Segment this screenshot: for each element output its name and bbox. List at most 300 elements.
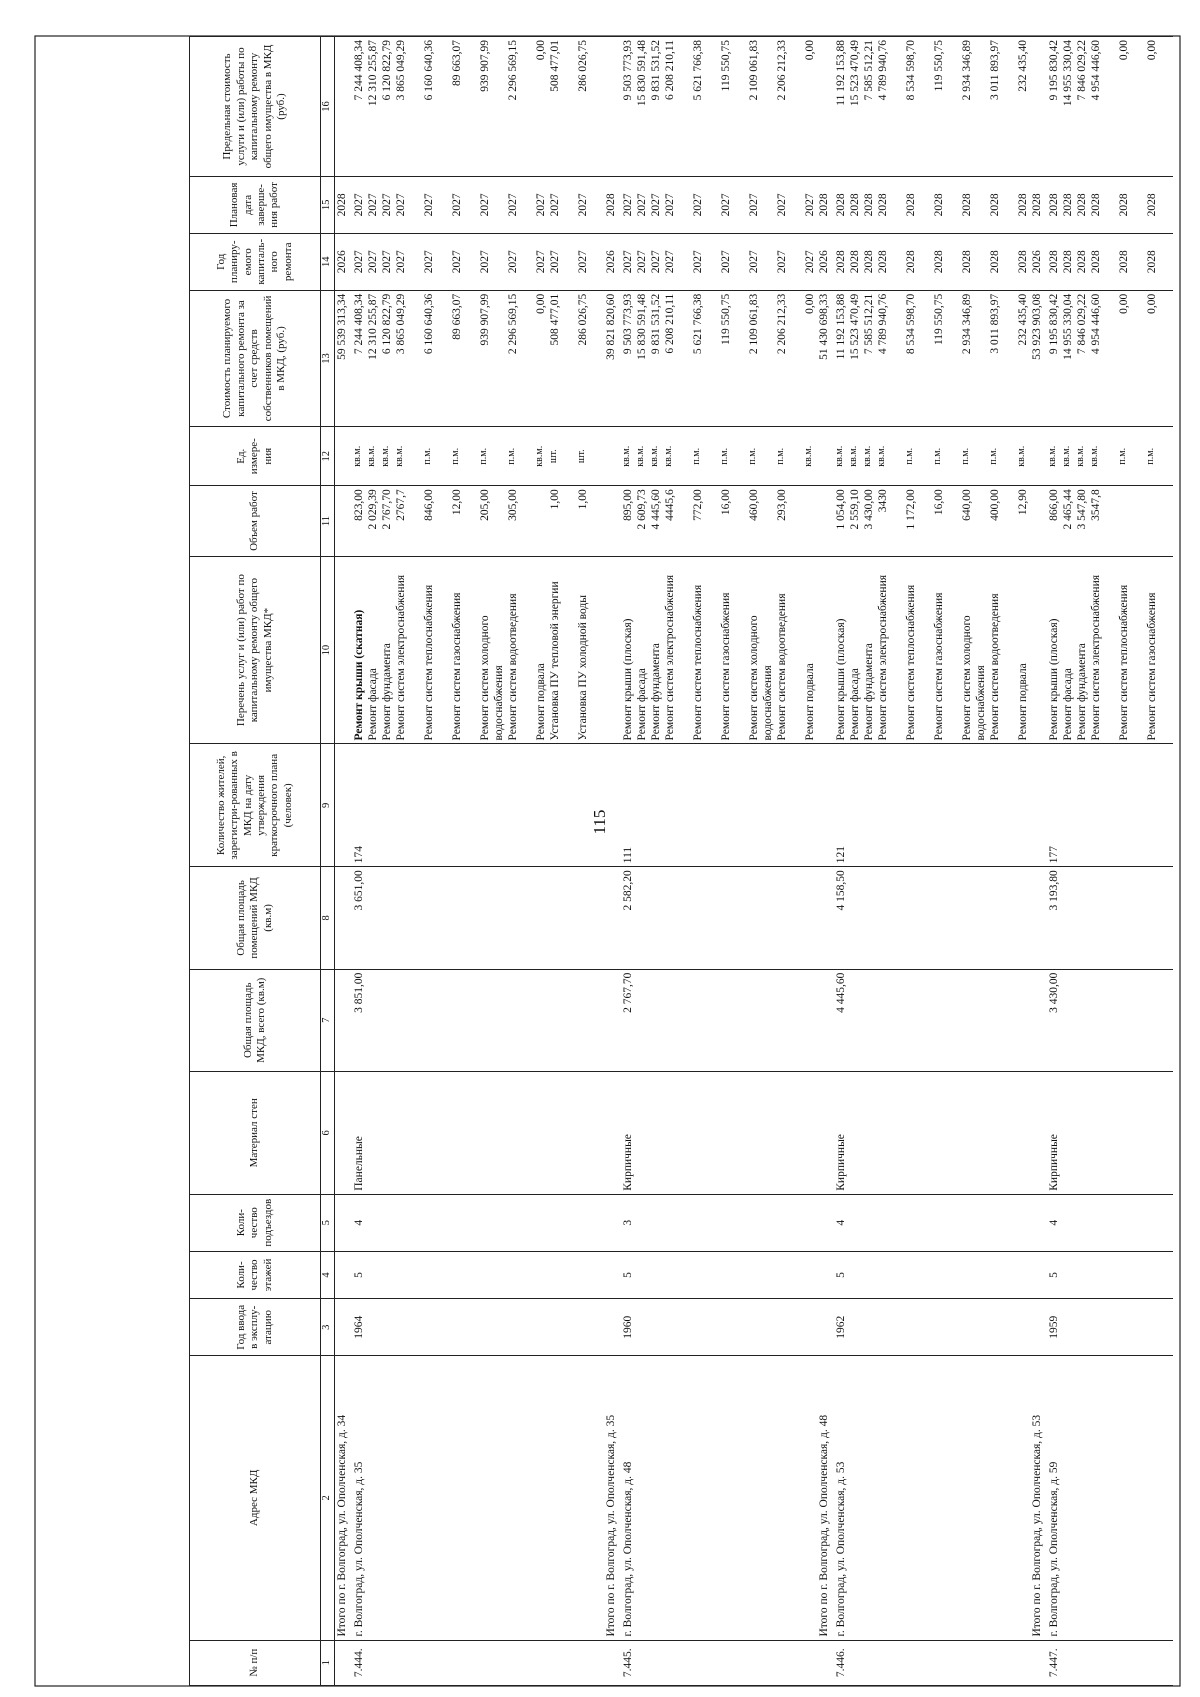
empty-cell <box>335 486 352 557</box>
floors: 5 <box>620 1251 817 1299</box>
column-number: 3 <box>321 1299 335 1356</box>
column-number: 15 <box>321 176 335 233</box>
work-name: Ремонт фасада <box>367 668 380 741</box>
work-cost: 6 208 210,11 <box>664 293 677 354</box>
work-unit: кв.м. <box>1089 445 1101 467</box>
work-name: Ремонт систем теплоснабжения <box>423 584 436 741</box>
work-date: 2028 <box>1062 193 1075 217</box>
work-year: 2028 <box>989 250 1002 274</box>
work-qty: 293,00 <box>776 489 789 521</box>
work-limit: 15 523 470,49 <box>849 40 862 107</box>
work-limit: 4 954 446,60 <box>1090 40 1103 101</box>
page-number: 115 <box>590 809 609 835</box>
empty-cell <box>817 556 833 744</box>
work-limit-cell <box>833 37 1030 177</box>
work-cost: 9 831 531,52 <box>650 293 663 355</box>
area-total: 3 430,00 <box>1046 969 1173 1071</box>
work-unit: кв.м. <box>394 445 405 467</box>
work-year: 2027 <box>535 250 548 274</box>
area-total: 2 767,70 <box>620 969 817 1071</box>
empty-cell <box>1030 744 1046 867</box>
column-number: 11 <box>321 486 335 557</box>
row-number: 7.444. <box>351 1640 604 1685</box>
empty-cell <box>817 1251 833 1299</box>
work-date: 2028 <box>863 193 876 217</box>
work-limit: 4 789 940,76 <box>877 40 890 101</box>
work-name: Ремонт систем холодного водоснабжения <box>748 615 775 741</box>
work-unit: п.м. <box>932 447 944 465</box>
work-name: Ремонт фундамента <box>650 643 663 741</box>
work-cost: 286 026,75 <box>577 293 590 346</box>
work-qty: 3547,8 <box>1090 489 1103 521</box>
column-header: Количество жителей, зарегистри-рованных в МКД на дату утверждения краткосрочного плана (человек) <box>190 744 321 867</box>
empty-cell <box>604 969 620 1071</box>
address: г. Волгоград, ул. Ополченская, д. 35 <box>351 1356 604 1640</box>
empty-cell <box>817 1194 833 1251</box>
work-date-cell <box>833 176 1030 233</box>
work-cost: 15 830 591,48 <box>636 293 649 360</box>
work-date: 2027 <box>748 193 761 217</box>
residents: 177 <box>1046 744 1173 867</box>
work-year: 2027 <box>507 250 520 274</box>
work-qty-cell <box>351 486 604 557</box>
work-date: 2027 <box>395 193 408 217</box>
work-qty-cell <box>620 486 817 557</box>
work-limit: 9 503 773,93 <box>622 40 635 101</box>
work-qty <box>1117 489 1145 553</box>
work-date: 2028 <box>849 193 862 217</box>
work-limit: 3 865 049,29 <box>395 40 408 101</box>
empty-cell <box>335 1251 352 1299</box>
empty-cell <box>335 867 352 969</box>
work-qty: 866,00 <box>1048 489 1061 521</box>
work-name: Ремонт систем газоснабжения <box>1146 592 1159 741</box>
work-year: 2027 <box>748 250 761 274</box>
work-date: 2027 <box>549 193 562 217</box>
work-limit-cell <box>351 37 604 177</box>
work-year-cell <box>833 233 1030 290</box>
work-cost: 2 109 061,83 <box>748 293 761 355</box>
work-unit: п.м. <box>960 447 972 465</box>
work-cost: 4 954 446,60 <box>1090 293 1103 355</box>
work-unit: п.м. <box>506 447 517 465</box>
work-name: Ремонт систем газоснабжения <box>720 592 733 741</box>
work-qty-cell <box>1046 486 1173 557</box>
column-header: № п/п <box>190 1640 321 1685</box>
work-qty: 1,00 <box>577 489 590 510</box>
area-premises: 3 651,00 <box>351 867 604 969</box>
work-name-cell <box>351 556 604 744</box>
work-date: 2027 <box>367 193 380 217</box>
address: г. Волгоград, ул. Ополченская, д. 53 <box>833 1356 1030 1640</box>
work-unit: п.м. <box>691 447 703 465</box>
empty-cell <box>604 556 620 744</box>
work-limit: 119 550,75 <box>933 40 946 92</box>
work-name: Ремонт систем водоотведения <box>507 593 520 741</box>
work-name: Ремонт подвала <box>535 663 548 741</box>
total-label: Итого по г. Волгоград, ул. Ополченская, д. 35 <box>604 1356 620 1640</box>
work-limit: 0,00 <box>535 40 548 61</box>
empty-cell <box>1030 556 1046 744</box>
work-date: 2028 <box>961 193 974 217</box>
work-qty: 16,00 <box>933 489 946 516</box>
work-date: 2027 <box>381 193 394 217</box>
work-unit: кв.м. <box>1061 445 1073 467</box>
work-year: 2027 <box>577 250 590 274</box>
work-qty: 3 430,00 <box>863 489 876 530</box>
work-limit: 15 830 591,48 <box>636 40 649 107</box>
work-date: 2027 <box>720 193 733 217</box>
empty-cell <box>1030 427 1046 486</box>
column-number: 12 <box>321 427 335 486</box>
work-date: 2027 <box>479 193 492 217</box>
work-limit: 939 907,99 <box>479 40 492 92</box>
year-built: 1959 <box>1046 1299 1173 1356</box>
total-label: Итого по г. Волгоград, ул. Ополченская, д. 34 <box>335 1356 352 1640</box>
column-number: 14 <box>321 233 335 290</box>
work-cost: 5 621 766,38 <box>692 293 705 355</box>
empty-cell <box>1030 486 1046 557</box>
residents: 111 <box>620 744 817 867</box>
work-limit: 0,00 <box>1146 40 1159 61</box>
address-row <box>620 37 817 1686</box>
work-cost: 232 435,40 <box>1017 293 1030 346</box>
work-name-cell <box>833 556 1030 744</box>
empty-cell <box>1030 1299 1046 1356</box>
work-limit: 89 663,07 <box>451 40 464 86</box>
column-number-row <box>321 37 335 1686</box>
year-built: 1962 <box>833 1299 1030 1356</box>
work-name: Ремонт подвала <box>804 663 817 741</box>
work-date: 2028 <box>1017 193 1030 217</box>
work-limit: 2 296 569,15 <box>507 40 520 101</box>
work-name: Установка ПУ тепловой энергии <box>549 581 562 741</box>
area-total: 4 445,60 <box>833 969 1030 1071</box>
work-year: 2028 <box>849 250 862 274</box>
work-cost: 2 206 212,33 <box>776 293 789 355</box>
total-row <box>335 37 352 1686</box>
work-year: 2027 <box>367 250 380 274</box>
total-cost: 53 923 903,08 <box>1030 290 1046 426</box>
work-year: 2027 <box>650 250 663 274</box>
empty-cell <box>335 969 352 1071</box>
floors: 5 <box>833 1251 1030 1299</box>
year-built: 1960 <box>620 1299 817 1356</box>
column-header: Общая площадь помещений МКД (кв.м) <box>190 867 321 969</box>
total-row <box>817 37 833 1686</box>
residents: 121 <box>833 744 1030 867</box>
address-row <box>351 37 604 1686</box>
header-row <box>190 37 321 1686</box>
table-body <box>335 37 1174 1686</box>
work-year: 2028 <box>1076 250 1089 274</box>
work-date: 2028 <box>989 193 1002 217</box>
work-limit: 9 195 830,42 <box>1048 40 1061 101</box>
work-unit: кв.м. <box>876 445 888 467</box>
total-label: Итого по г. Волгоград, ул. Ополченская, д. 48 <box>817 1356 833 1640</box>
work-qty: 2767,7 <box>395 489 408 521</box>
work-year: 2028 <box>1146 250 1159 274</box>
work-year-cell <box>1046 233 1173 290</box>
work-year-cell <box>351 233 604 290</box>
work-limit-cell <box>620 37 817 177</box>
work-year: 2028 <box>863 250 876 274</box>
work-cost: 119 550,75 <box>933 293 946 346</box>
year-built: 1964 <box>351 1299 604 1356</box>
work-name: Ремонт крыши (плоская) <box>1048 618 1061 741</box>
work-name: Ремонт фундамента <box>1076 643 1089 741</box>
work-name: Ремонт крыши (плоская) <box>622 618 635 741</box>
work-unit: кв.м. <box>1016 445 1028 467</box>
work-year: 2027 <box>381 250 394 274</box>
work-limit: 7 585 512,21 <box>863 40 876 101</box>
empty-cell <box>1030 1640 1046 1685</box>
work-qty: 400,00 <box>989 489 1002 521</box>
work-unit: шт. <box>548 449 559 464</box>
empty-cell <box>817 969 833 1071</box>
row-number: 7.445. <box>620 1640 817 1685</box>
work-unit-cell <box>351 427 604 486</box>
work-name: Ремонт систем теплоснабжения <box>905 584 918 741</box>
work-date: 2027 <box>535 193 548 217</box>
area-premises: 2 582,20 <box>620 867 817 969</box>
work-cost: 7 244 408,34 <box>353 293 365 355</box>
work-date: 2027 <box>804 193 817 217</box>
work-date: 2028 <box>933 193 946 217</box>
total-row <box>604 37 620 1686</box>
work-cost: 119 550,75 <box>720 293 733 346</box>
work-qty: 895,00 <box>622 489 635 521</box>
empty-cell <box>817 744 833 867</box>
work-year: 2027 <box>479 250 492 274</box>
empty-cell <box>817 427 833 486</box>
work-name: Ремонт систем холодного водоснабжения <box>961 615 988 741</box>
work-qty: 772,00 <box>692 489 705 521</box>
work-qty: 2 029,39 <box>367 489 380 530</box>
work-limit: 0,00 <box>804 40 817 61</box>
work-date: 2027 <box>636 193 649 217</box>
work-unit-cell <box>620 427 817 486</box>
empty-cell <box>335 1194 352 1251</box>
work-name: Ремонт систем электроснабжения <box>664 574 677 741</box>
work-qty: 205,00 <box>479 489 492 521</box>
work-unit-cell <box>833 427 1030 486</box>
work-unit: п.м. <box>775 447 787 465</box>
column-number: 5 <box>321 1194 335 1251</box>
work-qty: 823,00 <box>353 489 365 521</box>
column-header: Ед. измере-ния <box>190 427 321 486</box>
work-unit: кв.м. <box>621 445 633 467</box>
work-date: 2027 <box>650 193 663 217</box>
work-qty-cell <box>833 486 1030 557</box>
floors: 5 <box>351 1251 604 1299</box>
work-year: 2027 <box>549 250 562 274</box>
work-qty: 1 172,00 <box>905 489 918 530</box>
work-year: 2027 <box>692 250 705 274</box>
work-name: Ремонт систем электроснабжения <box>1090 574 1103 741</box>
work-name: Ремонт фасада <box>636 668 649 741</box>
work-qty: 2 465,44 <box>1062 489 1075 530</box>
work-unit: кв.м. <box>534 445 545 467</box>
work-limit: 6 160 640,36 <box>423 40 436 101</box>
work-date: 2027 <box>353 193 365 217</box>
work-limit: 3 011 893,97 <box>989 40 1002 100</box>
column-number: 16 <box>321 37 335 177</box>
empty-cell <box>604 1640 620 1685</box>
work-cost: 2 296 569,15 <box>507 293 520 355</box>
column-number: 10 <box>321 556 335 744</box>
work-name: Ремонт систем теплоснабжения <box>1118 584 1131 741</box>
work-year: 2028 <box>835 250 848 274</box>
work-cost-cell <box>351 290 604 426</box>
work-limit: 232 435,40 <box>1017 40 1030 92</box>
work-date: 2028 <box>1048 193 1061 217</box>
column-number: 13 <box>321 290 335 426</box>
total-date: 2028 <box>335 176 352 233</box>
work-qty: 16,00 <box>720 489 733 516</box>
total-date: 2028 <box>817 176 833 233</box>
work-unit: кв.м. <box>848 445 860 467</box>
work-qty: 460,00 <box>748 489 761 521</box>
work-name: Установка ПУ холодной воды <box>577 595 590 741</box>
empty-cell <box>817 867 833 969</box>
work-qty: 2 767,70 <box>381 489 394 530</box>
work-limit: 6 208 210,11 <box>664 40 677 100</box>
empty-cell <box>1030 37 1046 177</box>
empty-cell <box>604 1299 620 1356</box>
work-cost: 0,00 <box>1118 293 1131 314</box>
work-name-cell <box>1046 556 1173 744</box>
empty-cell <box>1030 1194 1046 1251</box>
column-number: 2 <box>321 1356 335 1640</box>
work-unit: кв.м. <box>366 445 377 467</box>
work-limit: 7 846 029,22 <box>1076 40 1089 101</box>
work-qty: 3 547,80 <box>1076 489 1089 530</box>
work-year: 2027 <box>720 250 733 274</box>
work-limit: 508 477,01 <box>549 40 562 92</box>
repair-plan-table <box>189 36 1173 1686</box>
work-unit: п.м. <box>747 447 759 465</box>
work-unit: п.м. <box>1117 447 1129 465</box>
work-year: 2028 <box>961 250 974 274</box>
wall-material: Кирпичные <box>833 1071 1030 1194</box>
empty-cell <box>335 37 352 177</box>
entrances: 3 <box>620 1194 817 1251</box>
work-year: 2028 <box>905 250 918 274</box>
column-header: Год ввода в эксплу-атацию <box>190 1299 321 1356</box>
work-limit: 7 244 408,34 <box>353 40 365 101</box>
work-unit: п.м. <box>1145 447 1157 465</box>
work-qty <box>803 489 817 553</box>
work-qty: 1,00 <box>549 489 562 510</box>
work-cost-cell <box>1046 290 1173 426</box>
column-number: 4 <box>321 1251 335 1299</box>
work-cost: 6 160 640,36 <box>423 293 436 355</box>
work-year: 2027 <box>664 250 677 274</box>
work-date: 2028 <box>835 193 848 217</box>
work-qty: 4 445,60 <box>650 489 663 530</box>
work-qty: 1 054,00 <box>835 489 848 530</box>
total-cost: 39 821 820,60 <box>604 290 620 426</box>
work-cost: 508 477,01 <box>549 293 562 346</box>
wall-material: Кирпичные <box>1046 1071 1173 1194</box>
address: г. Волгоград, ул. Ополченская, д. 59 <box>1046 1356 1173 1640</box>
work-date: 2027 <box>577 193 590 217</box>
work-year: 2027 <box>395 250 408 274</box>
work-limit: 5 621 766,38 <box>692 40 705 101</box>
work-date-cell <box>351 176 604 233</box>
floors: 5 <box>1046 1251 1173 1299</box>
work-unit: шт. <box>576 449 587 464</box>
work-unit-cell <box>1046 427 1173 486</box>
empty-cell <box>335 1640 352 1685</box>
column-number: 1 <box>321 1640 335 1685</box>
work-name: Ремонт систем электроснабжения <box>877 574 890 741</box>
column-header: Адрес МКД <box>190 1356 321 1640</box>
work-limit: 2 934 346,89 <box>961 40 974 101</box>
empty-cell <box>604 486 620 557</box>
work-year: 2028 <box>877 250 890 274</box>
entrances: 4 <box>1046 1194 1173 1251</box>
wall-material: Кирпичные <box>620 1071 817 1194</box>
work-limit: 14 955 330,04 <box>1062 40 1075 107</box>
total-year: 2026 <box>335 233 352 290</box>
column-number: 7 <box>321 969 335 1071</box>
empty-cell <box>1030 1251 1046 1299</box>
work-cost: 7 585 512,21 <box>863 293 876 355</box>
work-name: Ремонт крыши (плоская) <box>835 618 848 741</box>
work-qty: 12,00 <box>451 489 464 516</box>
empty-cell <box>604 744 620 867</box>
work-cost: 4 789 940,76 <box>877 293 890 355</box>
work-qty <box>1145 489 1173 553</box>
work-date-cell <box>620 176 817 233</box>
empty-cell <box>604 427 620 486</box>
empty-cell <box>817 1071 833 1194</box>
work-date: 2027 <box>423 193 436 217</box>
work-cost: 0,00 <box>1146 293 1159 314</box>
work-qty: 2 609,73 <box>636 489 649 530</box>
work-unit: п.м. <box>422 447 433 465</box>
work-qty: 640,00 <box>961 489 974 521</box>
work-year-cell <box>620 233 817 290</box>
area-premises: 3 193,80 <box>1046 867 1173 969</box>
empty-cell <box>335 427 352 486</box>
work-cost: 6 120 822,79 <box>381 293 394 355</box>
empty-cell <box>604 1251 620 1299</box>
entrances: 4 <box>351 1194 604 1251</box>
work-cost: 3 011 893,97 <box>989 293 1002 354</box>
work-date: 2027 <box>776 193 789 217</box>
work-cost: 9 503 773,93 <box>622 293 635 355</box>
column-number: 8 <box>321 867 335 969</box>
work-limit: 119 550,75 <box>720 40 733 92</box>
work-date-cell <box>1046 176 1173 233</box>
work-limit: 286 026,75 <box>577 40 590 92</box>
work-unit: кв.м. <box>1075 445 1087 467</box>
empty-cell <box>335 1071 352 1194</box>
work-limit: 9 831 531,52 <box>650 40 663 101</box>
work-cost: 11 192 153,88 <box>835 293 848 360</box>
empty-cell <box>604 1071 620 1194</box>
work-date: 2028 <box>1076 193 1089 217</box>
work-cost-cell <box>620 290 817 426</box>
empty-cell <box>335 1299 352 1356</box>
work-limit: 12 310 255,87 <box>367 40 380 107</box>
address: г. Волгоград, ул. Ополченская, д. 48 <box>620 1356 817 1640</box>
work-limit: 2 206 212,33 <box>776 40 789 101</box>
work-qty: 2 559,10 <box>849 489 862 530</box>
